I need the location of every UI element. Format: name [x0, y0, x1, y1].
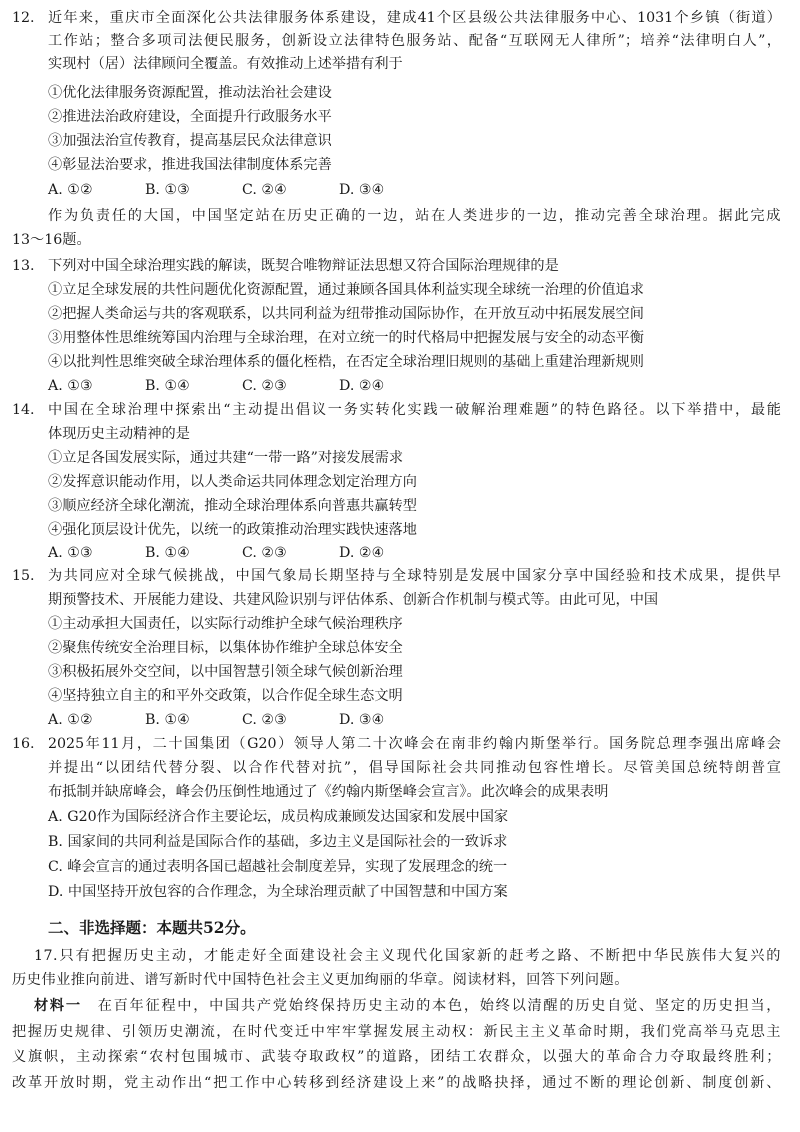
q17-material-line-3: 义旗帜，主动探索“农村包围城市、武装夺取政权”的道路，团结工农群众，以强大的革命合力夺取最终胜利；	[12, 1049, 781, 1065]
q16-stem-line-2: 并提出“以团结代替分裂、以合作代替对抗”，倡导国际社会共同推动包容性增长。尽管美国总统特朗普宣	[48, 760, 781, 776]
q14-item-2: ②发挥意识能动作用，以人类命运共同体理念划定治理方向	[48, 474, 417, 490]
q14-item-1: ①立足各国发展实际，通过共建“一带一路”对接发展需求	[48, 450, 404, 466]
q12-stem-line-1: 近年来，重庆市全面深化公共法律服务体系建设，建成41个区县级公共法律服务中心、1031个乡镇（街道）	[48, 10, 781, 26]
q13-options	[48, 376, 436, 396]
q16-option-a[interactable]: A. G20作为国际经济合作主要论坛，成员构成兼顾发达国家和发展中国家	[48, 809, 509, 825]
q14-item-4: ④强化顶层设计优先，以统一的政策推动治理实践快速落地	[48, 522, 417, 538]
q15-options	[48, 710, 436, 730]
q15-stem-line-2: 期预警技术、开展能力建设、共建风险识别与评估体系、创新合作机制与模式等。由此可见，中国	[48, 592, 659, 608]
q15-option-c[interactable]: C. ②③	[242, 712, 287, 728]
q12-stem-line-2: 工作站；整合多项司法便民服务，创新设立法律特色服务站、配备“互联网无人律所”；培养“法律明白人”，	[48, 33, 781, 49]
q13-item-1: ①立足全球发展的共性问题优化资源配置，通过兼顾各国具体利益实现全球统一治理的价值追求	[48, 282, 644, 298]
q13-number: 13.	[12, 258, 35, 274]
q12-option-a[interactable]: A. ①②	[48, 182, 93, 198]
q12-option-b[interactable]: B. ①③	[145, 182, 190, 198]
q15-item-2: ②聚焦传统安全治理目标，以集体协作维护全球总体安全	[48, 640, 403, 656]
q14-option-d[interactable]: D. ②④	[339, 545, 385, 561]
intro-line-1: 作为负责任的大国，中国坚定站在历史正确的一边，站在人类进步的一边，推动完善全球治理。据此完成	[48, 208, 781, 224]
q12-item-1: ①优化法律服务资源配置，推动法治社会建设	[48, 85, 332, 101]
q12-options	[48, 180, 436, 200]
q14-number: 14.	[12, 402, 35, 418]
q17-material-one-line-1	[34, 996, 781, 1016]
q15-item-4: ④坚持独立自主的和平外交政策，以合作促全球生态文明	[48, 688, 403, 704]
q15-option-d[interactable]: D. ③④	[339, 712, 385, 728]
q12-stem-line-3: 实现村（居）法律顾问全覆盖。有效推动上述举措有利于	[48, 56, 403, 72]
q13-option-a[interactable]: A. ①③	[48, 378, 93, 394]
q16-number: 16.	[12, 736, 35, 752]
q17-material-line-4: 改革开放时期，党主动作出“把工作中心转移到经济建设上来”的战略抉择，通过不断的理论创新、制度创新、	[12, 1075, 781, 1091]
q13-item-4: ④以批判性思维突破全球治理体系的僵化桎梏，在否定全球治理旧规则的基础上重建治理新规则	[48, 354, 644, 370]
q17-line-1: 17.只有把握历史主动，才能走好全面建设社会主义现代化国家新的赶考之路、不断把中华民族伟大复兴的	[34, 948, 781, 964]
q14-option-c[interactable]: C. ②③	[242, 545, 287, 561]
q13-stem: 下列对中国全球治理实践的解读，既契合唯物辩证法思想又符合国际治理规律的是	[48, 258, 559, 274]
q13-option-c[interactable]: C. ②③	[242, 378, 287, 394]
q16-option-c[interactable]: C. 峰会宣言的通过表明各国已超越社会制度差异，实现了发展理念的统一	[48, 859, 508, 875]
q14-item-3: ③顺应经济全球化潮流，推动全球治理体系向普惠共赢转型	[48, 498, 417, 514]
q13-item-3: ③用整体性思维统筹国内治理与全球治理，在对立统一的时代格局中把握发展与安全的动态平衡	[48, 330, 644, 346]
q15-option-b[interactable]: B. ①④	[145, 712, 190, 728]
material-one-first-text: 在百年征程中，中国共产党始终保持历史主动的本色，始终以清醒的历史自觉、坚定的历史担当，	[97, 998, 781, 1014]
q15-option-a[interactable]: A. ①②	[48, 712, 93, 728]
q12-item-3: ③加强法治宣传教育，提高基层民众法律意识	[48, 133, 332, 149]
q12-number: 12.	[12, 10, 35, 26]
q16-stem-line-1: 2025年11月，二十国集团（G20）领导人第二十次峰会在南非约翰内斯堡举行。国务院总理李强出席峰会	[48, 736, 781, 752]
q16-option-d[interactable]: D. 中国坚持开放包容的合作理念，为全球治理贡献了中国智慧和中国方案	[48, 884, 508, 900]
q12-item-4: ④彰显法治要求，推进我国法律制度体系完善	[48, 157, 332, 173]
intro-line-2: 13～16题。	[12, 232, 91, 248]
q17-material-line-2: 把握历史规律、引领历史潮流，在时代变迁中牢牢掌握发展主动权：新民主主义革命时期，我们党高举马克思主	[12, 1024, 781, 1040]
q12-option-c[interactable]: C. ②④	[242, 182, 287, 198]
q13-item-2: ②把握人类命运与共的客观联系，以共同利益为纽带推动国际协作，在开放互动中拓展发展空间	[48, 306, 644, 322]
q14-option-b[interactable]: B. ①④	[145, 545, 190, 561]
q15-stem-line-1: 为共同应对全球气候挑战，中国气象局长期坚持与全球特别是发展中国家分享中国经验和技术成果，提供早	[48, 568, 781, 584]
q17-line-2: 历史伟业推向前进、谱写新时代中国特色社会主义更加绚丽的华章。阅读材料，回答下列问题。	[12, 972, 629, 988]
q15-number: 15.	[12, 568, 35, 584]
q14-options	[48, 543, 436, 563]
q12-item-2: ②推进法治政府建设，全面提升行政服务水平	[48, 109, 332, 125]
section-2-heading: 二、非选择题：本题共52分。	[48, 918, 256, 937]
q13-option-d[interactable]: D. ②④	[339, 378, 385, 394]
q15-item-3: ③积极拓展外交空间，以中国智慧引领全球气候创新治理	[48, 664, 403, 680]
q16-stem-line-3: 布抵制并缺席峰会，峰会仍压倒性地通过了《约翰内斯堡峰会宣言》。此次峰会的成果表明	[48, 784, 609, 800]
q14-stem-line-2: 体现历史主动精神的是	[48, 426, 190, 442]
q16-option-b[interactable]: B. 国家间的共同利益是国际合作的基础，多边主义是国际社会的一致诉求	[48, 834, 508, 850]
q15-item-1: ①主动承担大国责任，以实际行动维护全球气候治理秩序	[48, 616, 403, 632]
q14-stem-line-1: 中国在全球治理中探索出“主动提出倡议一务实转化实践一破解治理难题”的特色路径。以下举措中，最能	[48, 402, 781, 418]
q12-option-d[interactable]: D. ③④	[339, 182, 385, 198]
q14-option-a[interactable]: A. ①③	[48, 545, 93, 561]
material-one-label: 材料一	[34, 998, 82, 1014]
q13-option-b[interactable]: B. ①④	[145, 378, 190, 394]
